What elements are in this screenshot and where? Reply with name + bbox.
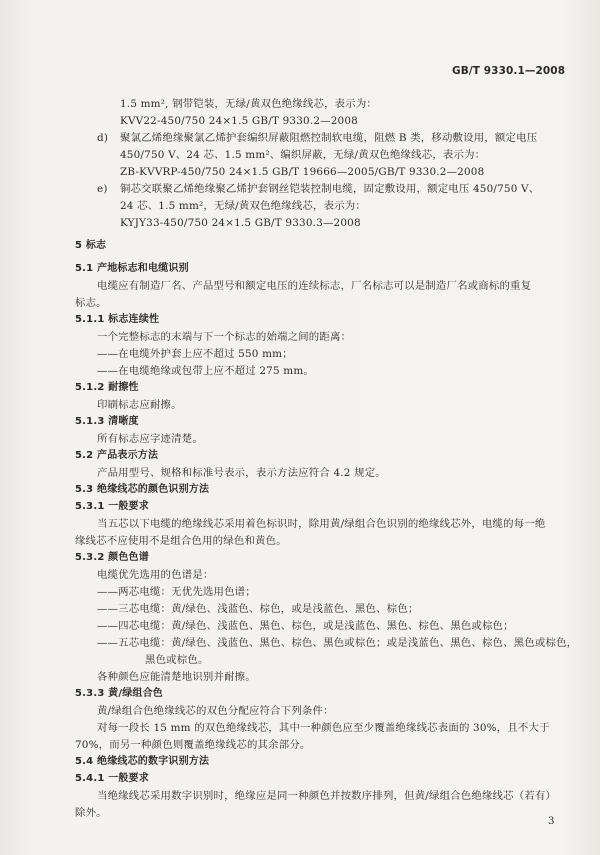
text-line: 一个完整标志的末端与下一个标志的始端之间的距离： (97, 331, 352, 343)
text-line: 70%，而另一种颜色则覆盖绝缘线芯的其余部分。 (75, 739, 311, 751)
section-heading: 5.3.3 黄/绿组合色 (75, 688, 164, 699)
section-heading: 5.1.3 清晰度 (75, 416, 139, 427)
section-heading: 5.3 绝缘线芯的颜色识别方法 (75, 484, 210, 495)
text-line: ——三芯电缆：黄/绿色、浅蓝色、棕色，或是浅蓝色、黑色、棕色； (97, 603, 419, 615)
text-line: 1.5 mm², 钢带铠装，无绿/黄双色绝缘线芯，表示为： (120, 98, 378, 110)
text-line: ——四芯电缆：黄/绿色、浅蓝色、黑色、棕色，或是浅蓝色、黑色、棕色、黑色或棕色； (97, 620, 514, 632)
text-line: 对每一段长 15 mm 的双色绝缘线芯，其中一种颜色应至少覆盖绝缘线芯表面的 30%，且不大于 (97, 722, 550, 734)
text-line: 铜芯交联聚乙烯绝缘聚乙烯护套钢丝铠装控制电缆，固定敷设用，额定电压 450/750 V、 (120, 183, 540, 195)
text-line: KVV22-450/750 24×1.5 GB/T 9330.2—2008 (120, 115, 358, 127)
text-line: 黑色或棕色。 (145, 654, 209, 666)
section-heading: 5.4.1 一般要求 (75, 773, 149, 784)
text-line: 电缆应有制造厂名、产品型号和额定电压的连续标志，厂名标志可以是制造厂名或商标的重复 (97, 280, 532, 292)
section-heading: 5 标志 (75, 240, 107, 251)
text-line: ——在电缆绝缘或包带上应不超过 275 mm。 (97, 365, 314, 377)
section-heading: 5.3.1 一般要求 (75, 501, 149, 512)
text-line: 除外。 (75, 807, 107, 819)
text-line: 产品用型号、规格和标准号表示，表示方法应符合 4.2 规定。 (97, 467, 386, 479)
standard-number: GB/T 9330.1—2008 (452, 65, 566, 77)
text-line: ZB-KVVRP-450/750 24×1.5 GB/T 19666—2005/GB/T 9330.2—2008 (120, 166, 485, 178)
section-heading: 5.1.1 标志连续性 (75, 314, 160, 325)
text-line: KYJY33-450/750 24×1.5 GB/T 9330.3—2008 (120, 217, 361, 229)
text-line: ——两芯电缆：无优先选用色谱； (97, 586, 256, 598)
text-line: 24 芯、1.5 mm²，无绿/黄双色绝缘线芯，表示为： (120, 200, 366, 212)
text-line: 450/750 V、24 芯、1.5 mm²、编织屏蔽，无绿/黄双色绝缘线芯，表示为： (120, 149, 486, 161)
list-marker: e) (97, 183, 108, 195)
section-heading: 5.3.2 颜色色谱 (75, 552, 149, 563)
page-number: 3 (548, 816, 555, 827)
section-heading: 5.4 绝缘线芯的数字识别方法 (75, 756, 210, 767)
text-line: 当绝缘线芯采用数字识别时，绝缘应是同一种颜色并按数序排列，但黄/绿组合色绝缘线芯（若有） (97, 790, 557, 802)
section-heading: 5.1 产地标志和电缆识别 (75, 263, 189, 274)
text-line: ——五芯电缆：黄/绿色、浅蓝色、黑色、棕色、黑色或棕色；或是浅蓝色、黑色、棕色、黑色或棕色， (97, 637, 578, 649)
text-line: 当五芯以下电缆的绝缘线芯采用着色标识时，除用黄/绿组合色识别的绝缘线芯外，电缆的每一绝 (97, 518, 546, 530)
text-line: 缘线芯不应使用不是组合色用的绿色和黄色。 (75, 535, 287, 547)
list-marker: d) (97, 132, 109, 144)
section-heading: 5.2 产品表示方法 (75, 450, 159, 461)
text-line: 电缆优先选用的色谱是： (97, 569, 214, 581)
text-line: 黄/绿组合色绝缘线芯的双色分配应符合下列条件： (97, 705, 334, 717)
text-line: 所有标志应字迹清楚。 (97, 433, 203, 445)
text-line: 各种颜色应能清楚地识别并耐擦。 (97, 671, 256, 683)
text-line: 印刷标志应耐擦。 (97, 399, 182, 411)
text-line: 聚氯乙烯绝缘聚氯乙烯护套编织屏蔽阻燃控制软电缆，阻燃 B 类，移动敷设用，额定电压 (120, 132, 538, 144)
text-line: 标志。 (75, 297, 107, 309)
text-line: ——在电缆外护套上应不超过 550 mm； (97, 348, 293, 360)
section-heading: 5.1.2 耐擦性 (75, 382, 139, 393)
